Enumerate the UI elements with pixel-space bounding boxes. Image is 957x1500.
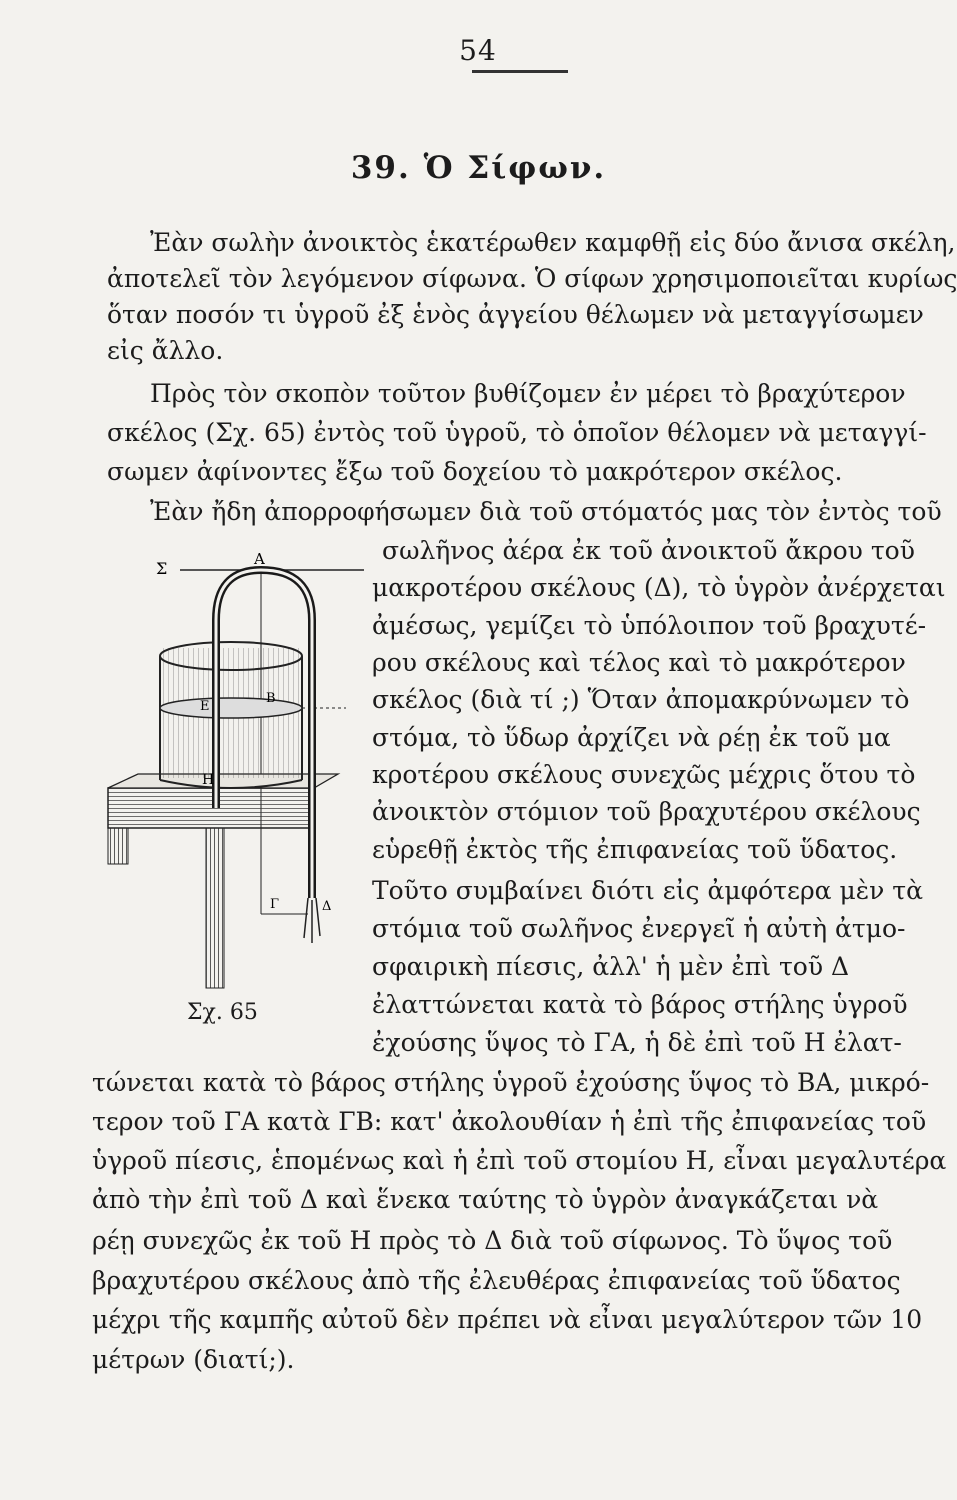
label-h: Η bbox=[202, 772, 215, 788]
text-line: εὑρεθῇ ἐκτὸς τῆς ἐπιφανείας τοῦ ὕδατος. bbox=[372, 835, 898, 864]
label-g: Γ bbox=[270, 897, 280, 912]
text-line: μακροτέρου σκέλους (Δ), τὸ ὑγρὸν ἀνέρχεται bbox=[372, 573, 946, 602]
text-line: ἀπὸ τὴν ἐπὶ τοῦ Δ καὶ ἕνεκα ταύτης τὸ ὑγρὸν ἀναγκάζεται νὰ bbox=[92, 1185, 879, 1214]
text-line: ὅταν ποσόν τι ὑγροῦ ἐξ ἑνὸς ἀγγείου θέλωμεν νὰ μεταγγίσωμεν bbox=[107, 300, 924, 329]
text-line: κροτέρου σκέλους συνεχῶς μέχρις ὅτου τὸ bbox=[372, 760, 916, 789]
text-line: Ἐὰν σωλὴν ἀνοικτὸς ἑκατέρωθεν καμφθῇ εἰς δύο ἄνισα σκέλη, bbox=[150, 228, 956, 257]
text-line: ἐλαττώνεται κατὰ τὸ βάρος στήλης ὑγροῦ bbox=[372, 990, 908, 1019]
table bbox=[108, 788, 314, 828]
text-line: σφαιρικὴ πίεσις, ἀλλ' ἡ μὲν ἐπὶ τοῦ Δ bbox=[372, 952, 850, 981]
text-line: ἀνοικτὸν στόμιον τοῦ βραχυτέρου σκέλους bbox=[372, 797, 921, 826]
text-line: σωμεν ἀφίνοντες ἔξω τοῦ δοχείου τὸ μακρότερον σκέλος. bbox=[107, 457, 843, 486]
text-line: σκέλος (Σχ. 65) ἐντὸς τοῦ ὑγροῦ, τὸ ὁποῖον θέλομεν νὰ μεταγγί- bbox=[107, 418, 927, 447]
section-heading: 39. Ὁ Σίφων. bbox=[350, 150, 607, 186]
label-b: Β bbox=[266, 691, 276, 706]
text-line: σωλῆνος ἀέρα ἐκ τοῦ ἀνοικτοῦ ἄκρου τοῦ bbox=[382, 536, 915, 565]
text-line: εἰς ἄλλο. bbox=[107, 336, 224, 365]
text-line: ἀμέσως, γεμίζει τὸ ὑπόλοιπον τοῦ βραχυτέ- bbox=[372, 611, 927, 640]
label-d: Δ bbox=[322, 899, 332, 914]
text-line: ρου σκέλους καὶ τέλος καὶ τὸ μακρότερον bbox=[372, 648, 906, 677]
text-line: ὑγροῦ πίεσις, ἑπομένως καὶ ἡ ἐπὶ τοῦ στομίου Η, εἶναι μεγαλυτέρα bbox=[92, 1146, 947, 1175]
page-number: 54 bbox=[459, 34, 497, 67]
beaker bbox=[160, 642, 346, 788]
text-line: ρέῃ συνεχῶς ἐκ τοῦ Η πρὸς τὸ Δ διὰ τοῦ σίφωνος. Τὸ ὕψος τοῦ bbox=[92, 1226, 893, 1255]
figure-caption: Σχ. 65 bbox=[187, 1000, 258, 1025]
text-line: ἀποτελεῖ τὸν λεγόμενον σίφωνα. Ὁ σίφων χρησιμοποιεῖται κυρίως bbox=[107, 264, 957, 293]
label-a: Α bbox=[254, 550, 265, 568]
siphon-figure bbox=[98, 548, 368, 998]
text-line: τώνεται κατὰ τὸ βάρος στήλης ὑγροῦ ἐχούσης ὕψος τὸ ΒΑ, μικρό- bbox=[92, 1068, 930, 1097]
text-line: μέτρων (διατί;). bbox=[92, 1345, 295, 1374]
text-line: βραχυτέρου σκέλους ἀπὸ τῆς ἐλευθέρας ἐπιφανείας τοῦ ὕδατος bbox=[92, 1266, 901, 1295]
text-line: σκέλος (διὰ τί ;) Ὅταν ἀπομακρύνωμεν τὸ bbox=[372, 685, 910, 714]
text-line: Τοῦτο συμβαίνει διότι εἰς ἀμφότερα μὲν τὰ bbox=[372, 876, 924, 905]
label-sigma: Σ bbox=[156, 559, 168, 578]
label-e: Ε bbox=[200, 699, 210, 714]
text-line: στόμα, τὸ ὕδωρ ἀρχίζει νὰ ρέῃ ἐκ τοῦ μα bbox=[372, 723, 891, 752]
text-line: τερον τοῦ ΓΑ κατὰ ΓΒ: κατ' ἀκολουθίαν ἡ ἐπὶ τῆς ἐπιφανείας τοῦ bbox=[92, 1107, 927, 1136]
text-line: Ἐὰν ἤδη ἀπορροφήσωμεν διὰ τοῦ στόματός μας τὸν ἐντὸς τοῦ bbox=[150, 497, 942, 526]
text-line: μέχρι τῆς καμπῆς αὐτοῦ δὲν πρέπει νὰ εἶναι μεγαλύτερον τῶν 10 bbox=[92, 1305, 923, 1334]
text-line: στόμια τοῦ σωλῆνος ἐνεργεῖ ἡ αὐτὴ ἀτμο- bbox=[372, 914, 906, 943]
text-line: ἐχούσης ὕψος τὸ ΓΑ, ἡ δὲ ἐπὶ τοῦ Η ἐλατ- bbox=[372, 1028, 902, 1057]
text-line: Πρὸς τὸν σκοπὸν τοῦτον βυθίζομεν ἐν μέρει τὸ βραχύτερον bbox=[150, 379, 906, 408]
page-number-rule bbox=[472, 70, 568, 73]
